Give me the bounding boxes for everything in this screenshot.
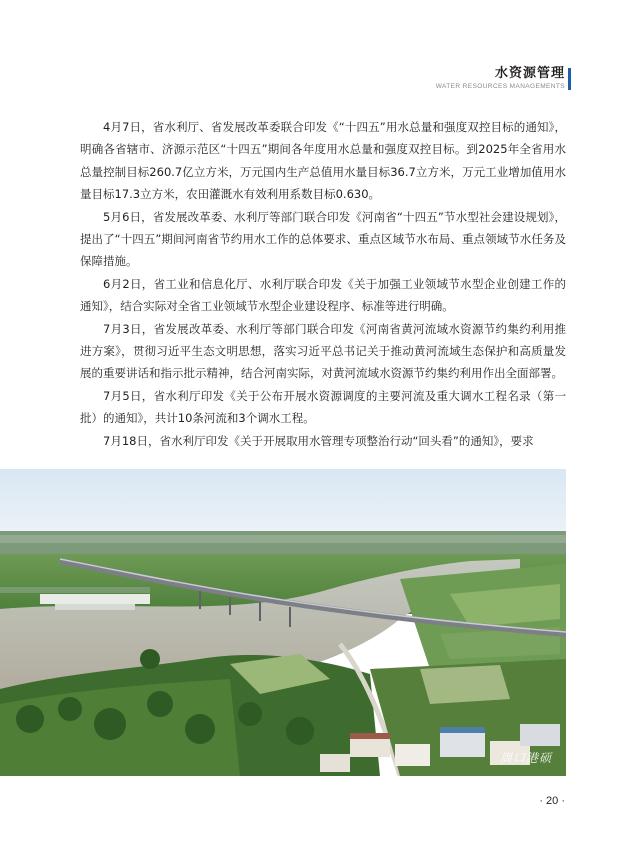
- running-header: [436, 66, 565, 92]
- paragraph-april-7: 4月7日，省水利厅、省发展改革委联合印发《“十四五”用水总量和强度双控目标的通知》，明确各省辖市、济源示范区“十四五”期间各年度用水总量和强度双控目标。到2025年全省用水总量控制目标260.7亿立方米，万元国内生产总值用水量目标36.7立方米，万元工业增加值用水量目标17.3立方米，农田灌溉水有效利用系数目标0.630。: [80, 120, 566, 202]
- paragraph-july-18: 7月18日，省水利厅印发《关于开展取用水管理专项整治行动“回头看”的通知》，要求: [103, 433, 534, 448]
- photo-illustration: [0, 469, 566, 776]
- paragraph-july-5: 7月5日，省水利厅印发《关于公布开展水资源调度的主要河流及重大调水工程名录（第一批）的通知》，共计10条河流和3个调水工程。: [80, 388, 566, 426]
- header-accent-bar: [568, 68, 571, 90]
- section-title: 水资源管理: [494, 66, 565, 81]
- paragraph-july-3: 7月3日，省发展改革委、水利厅等部门联合印发《河南省黄河流域水资源节约集约利用推进方案》，贯彻习近平生态文明思想，落实习近平总书记关于推动黄河流域生态保护和高质量发展的重要讲话和指示批示精神，结合河南实际，对黄河流域水资源节约集约利用作出全面部署。: [80, 321, 566, 381]
- photo-watermark: 周口港硕: [499, 751, 552, 765]
- section-subtitle: WATER RESOURCES MANAGEMENTS: [435, 83, 565, 90]
- paragraph-june-2: 6月2日，省工业和信息化厅、水利厅联合印发《关于加强工业领域节水型企业创建工作的通知》，结合实际对全省工业领域节水型企业建设程序、标准等进行明确。: [80, 276, 566, 314]
- paragraph-may-6: 5月6日，省发展改革委、水利厅等部门联合印发《河南省“十四五”节水型社会建设规划》，提出了“十四五”期间河南省节约用水工作的总体要求、重点区域节水布局、重点领域节水任务及保障措施。: [80, 209, 566, 269]
- article-body: [80, 116, 566, 452]
- page-number: · 20 ·: [539, 795, 565, 807]
- aerial-river-bridge-photo: [0, 469, 566, 776]
